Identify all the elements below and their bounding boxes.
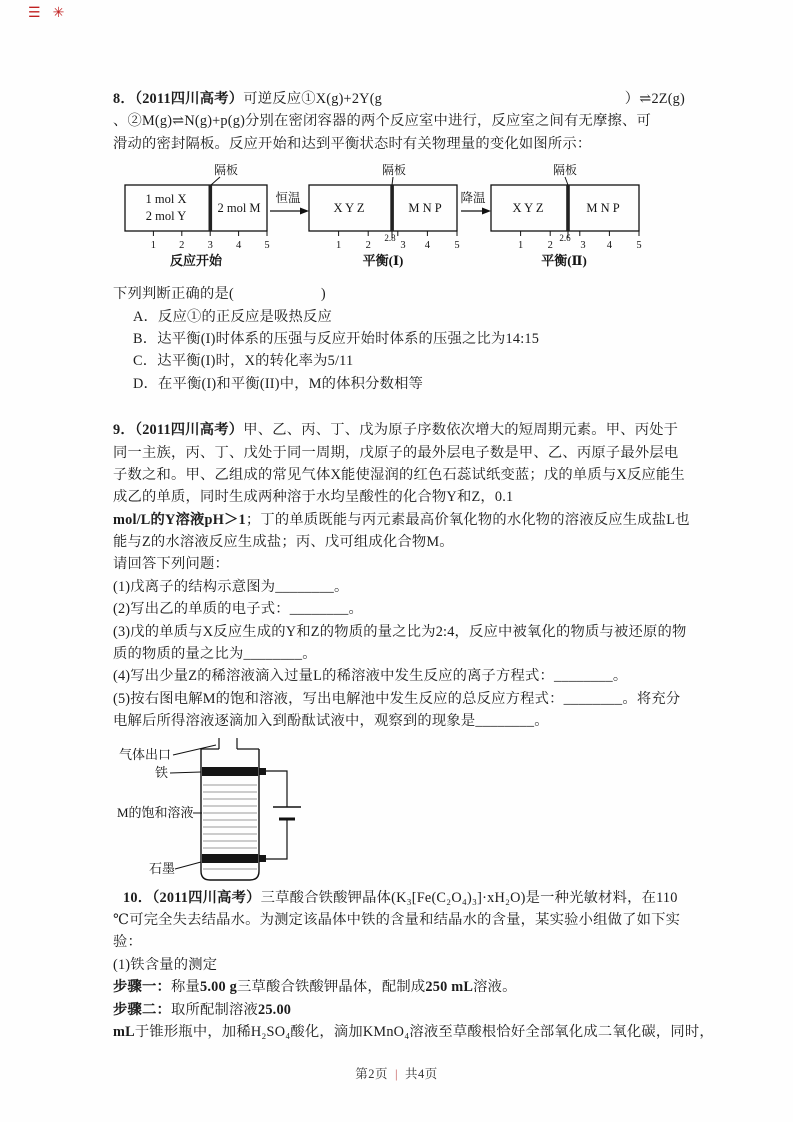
q8-option-a: A．反应①的正反应是吸热反应 bbox=[133, 308, 332, 325]
q9-sub-3b: 质的物质的量之比为________。 bbox=[113, 646, 317, 663]
box1-x: 1 mol X bbox=[145, 192, 187, 207]
box3-ruler-ticks bbox=[521, 231, 639, 238]
q9-line-6: 能与Z的水溶液反应生成盐；丙、戊可组成化合物M。 bbox=[113, 534, 454, 551]
partition-label-1: 隔板 bbox=[213, 163, 239, 178]
box3-partition-mark: 2.6 bbox=[559, 233, 571, 244]
partition-label-3: 隔板 bbox=[552, 163, 578, 178]
q8-line-2: 、②M(g)⇌N(g)+p(g)分别在密闭容器的两个反应室中进行，反应室之间有无摩擦、可 bbox=[113, 113, 651, 130]
q10-step-2 bbox=[113, 999, 685, 1021]
footer-separator: | bbox=[394, 1067, 398, 1081]
q9-sub-5a: (5)按右图电解M的饱和溶液，写出电解池中发生反应的总反应方程式：________。将充分 bbox=[113, 690, 681, 707]
partition-pointer-3 bbox=[565, 177, 568, 185]
q10-step1-b2: 250 mL bbox=[425, 979, 474, 996]
iron-label: 铁 bbox=[155, 764, 169, 780]
q10-line-2: ℃可完全失去结晶水。为测定该晶体中铁的含量和结晶水的含量，某实验小组做了如下实 bbox=[113, 911, 681, 928]
box3-tick-2: 2 bbox=[547, 240, 553, 252]
q10-line-4: (1)铁含量的测定 bbox=[113, 956, 218, 973]
box1-tick-4: 4 bbox=[235, 240, 242, 252]
box1-y: 2 mol Y bbox=[145, 209, 187, 224]
q8-option-d: D．在平衡(I)和平衡(II)中，M的体积分数相等 bbox=[133, 375, 424, 392]
graphite-label: 石墨 bbox=[149, 860, 176, 876]
footer-page-number: 第2页 bbox=[355, 1067, 388, 1081]
caption-eq1: 平衡(Ⅰ) bbox=[362, 253, 404, 269]
equilibrium-diagram bbox=[113, 161, 683, 279]
q8-lead: 8．（2011四川高考） bbox=[113, 91, 244, 107]
q10-step1-t1: 称量 bbox=[171, 979, 200, 996]
gas-outlet-label: 气体出口 bbox=[119, 746, 172, 762]
q10-step1-t2: 三草酸合铁酸钾晶体，配制成 bbox=[236, 979, 426, 996]
box1-m: 2 mol M bbox=[217, 201, 261, 216]
q10-step-1 bbox=[113, 976, 685, 998]
box2-ruler-ticks bbox=[339, 231, 457, 238]
q10-step2-label: 步骤二： bbox=[113, 1001, 171, 1018]
q10-step2-b1: 25.00 bbox=[257, 1001, 292, 1018]
partition-pointer-2 bbox=[392, 177, 393, 185]
q9-line1-text: 甲、乙、丙、丁、戊为原子序数依次增大的短周期元素。甲、丙处于 bbox=[243, 422, 679, 439]
q10-step1-b1: 5.00 g bbox=[200, 979, 237, 996]
q10-lead: 10．（2011四川高考） bbox=[123, 889, 261, 906]
box3-tick-1: 1 bbox=[517, 240, 524, 252]
q10-step1-label: 步骤一： bbox=[113, 979, 171, 996]
q9-line-3: 子数之和。甲、乙组成的常见气体X能使湿润的红色石蕊试纸变蓝；戊的单质与X反应能生 bbox=[113, 466, 685, 483]
q9-sub-1: (1)戊离子的结构示意图为________。 bbox=[113, 578, 349, 595]
arrow2-head bbox=[482, 208, 491, 215]
page-content bbox=[113, 88, 714, 1043]
q10-line7-text: 于锥形瓶中，加稀H₂SO₄酸化，滴加KMnO₄溶液至草酸根恰好全部氧化成二氧化碳，同时， bbox=[134, 1023, 714, 1040]
bottom-terminal bbox=[259, 855, 266, 862]
partition-eq1 bbox=[390, 185, 394, 231]
q9-line5-bold: mol/L的Y溶液pH＞1 bbox=[113, 511, 246, 528]
q10-step2-t1: 取所配制溶液 bbox=[171, 1001, 258, 1018]
iron-pointer bbox=[170, 772, 201, 773]
box1-tick-3: 3 bbox=[207, 240, 213, 252]
partition-pointer-1 bbox=[211, 177, 220, 185]
box2-left: X Y Z bbox=[333, 201, 365, 216]
box1-tick-5: 5 bbox=[264, 240, 270, 252]
gas-outlet-pointer bbox=[173, 745, 216, 755]
q8-option-c: C．达平衡(I)时，X的转化率为5/11 bbox=[133, 353, 354, 370]
box2-right: M N P bbox=[408, 201, 442, 216]
arrow1-head bbox=[300, 208, 309, 215]
menu-icon[interactable]: ☰ bbox=[28, 6, 41, 21]
caption-eq2: 平衡(Ⅱ) bbox=[541, 253, 587, 269]
q8-line1-text: 可逆反应①X(g)+2Y(g bbox=[243, 91, 383, 107]
q8-stem: 下列判断正确的是( ) bbox=[113, 286, 326, 303]
box3-tick-4: 4 bbox=[606, 240, 613, 252]
box1-tick-2: 2 bbox=[179, 240, 185, 252]
partition-label-2: 隔板 bbox=[381, 163, 407, 178]
q9-line-1 bbox=[113, 419, 685, 441]
q9-sub-2: (2)写出乙的单质的电子式：________。 bbox=[113, 601, 364, 618]
q8-option-b: B．达平衡(I)时体系的压强与反应开始时体系的压强之比为14:15 bbox=[133, 330, 540, 347]
q9-line-4: 成乙的单质，同时生成两种溶于水均呈酸性的化合物Y和Z，0.1 bbox=[113, 489, 514, 506]
q9-sub-4: (4)写出少量Z的稀溶液滴入过量L的稀溶液中发生反应的离子方程式：________。 bbox=[113, 668, 628, 685]
solution-label: M的饱和溶液 bbox=[117, 804, 194, 820]
q10-line-1 bbox=[113, 887, 685, 909]
vessel-neck bbox=[201, 738, 259, 749]
wire-bottom bbox=[266, 819, 287, 859]
box2-tick-3: 3 bbox=[400, 240, 406, 252]
q9-lead: 9．（2011四川高考） bbox=[113, 422, 244, 439]
arrow2-label: 降温 bbox=[460, 191, 486, 206]
box2-tick-5: 5 bbox=[454, 240, 460, 252]
electrolysis-figure bbox=[115, 735, 345, 887]
q10-step1-t3: 溶液。 bbox=[473, 979, 517, 996]
box2-tick-2: 2 bbox=[365, 240, 371, 252]
q8-line1-gap bbox=[382, 88, 625, 110]
q9-line-2: 同一主族，丙、丁、戊处于同一周期，戊原子的最外层电子数是甲、乙、丙原子最外层电 bbox=[113, 444, 679, 461]
q9-sub-5b: 电解后所得溶液逐滴加入到酚酞试液中，观察到的现象是________。 bbox=[113, 713, 549, 730]
partition-eq2 bbox=[566, 185, 570, 231]
box1-ruler-ticks bbox=[153, 231, 267, 236]
q10-line-7 bbox=[113, 1021, 714, 1043]
iron-electrode bbox=[202, 767, 258, 776]
caption-start: 反应开始 bbox=[169, 253, 223, 269]
q10-line1-text: 三草酸合铁酸钾晶体(K₃[Fe(C₂O₄)₃]·xH₂O)是一种光敏材料，在110 bbox=[260, 889, 678, 906]
box3-right: M N P bbox=[586, 201, 620, 216]
box2-partition-mark: 2.8 bbox=[384, 233, 396, 244]
graphite-electrode bbox=[202, 854, 258, 863]
q8-line-1 bbox=[113, 88, 685, 110]
box1-tick-1: 1 bbox=[150, 240, 157, 252]
q10-line7-bold: mL bbox=[113, 1023, 135, 1040]
page-footer bbox=[0, 1064, 793, 1082]
box2-tick-1: 1 bbox=[335, 240, 342, 252]
box3-tick-3: 3 bbox=[580, 240, 586, 252]
box3-left: X Y Z bbox=[512, 201, 544, 216]
q10-line-3: 验： bbox=[113, 934, 142, 951]
top-terminal bbox=[259, 768, 266, 775]
box2-tick-4: 4 bbox=[424, 240, 431, 252]
mark-icon[interactable]: ✳ bbox=[52, 6, 65, 21]
viewer-toolbar bbox=[28, 6, 64, 22]
q8-line-3: 滑动的密封隔板。反应开始和达到平衡状态时有关物理量的变化如图所示： bbox=[113, 135, 592, 152]
q9-prompt: 请回答下列问题： bbox=[113, 556, 229, 573]
q9-line-5 bbox=[113, 509, 690, 531]
footer-total-pages: 共4页 bbox=[405, 1067, 438, 1081]
q9-sub-3a: (3)戊的单质与X反应生成的Y和Z的物质的量之比为2:4，反应中被氧化的物质与被还原的物 bbox=[113, 623, 687, 640]
q8-line1-right: ）⇌2Z(g) bbox=[624, 91, 685, 107]
box3-tick-5: 5 bbox=[636, 240, 642, 252]
graphite-pointer bbox=[175, 862, 201, 869]
partition-start bbox=[209, 185, 213, 231]
wire-top bbox=[266, 771, 287, 807]
arrow1-label: 恒温 bbox=[275, 191, 301, 206]
q9-line5-rest: ；丁的单质既能与丙元素最高价氧化物的水化物的溶液反应生成盐L也 bbox=[245, 511, 690, 528]
